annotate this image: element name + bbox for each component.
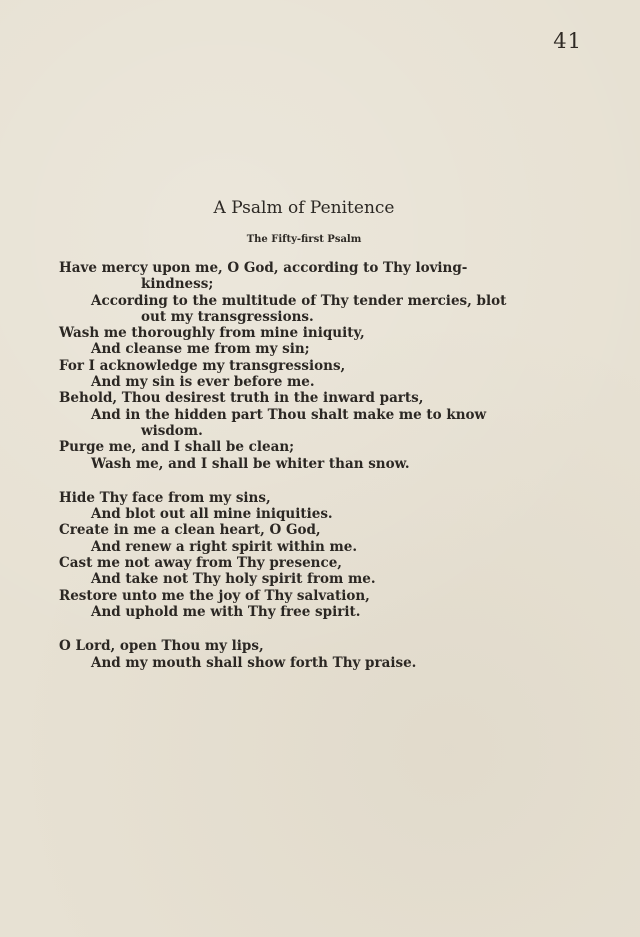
- poem-subtitle: The Fifty-first Psalm: [246, 234, 362, 245]
- poem-line: Restore unto me the joy of Thy salvation,: [59, 587, 370, 604]
- poem-line: And take not Thy holy spirit from me.: [91, 571, 376, 588]
- stanza: [59, 260, 539, 472]
- poem-line: Behold, Thou desirest truth in the inward parts,: [59, 390, 424, 407]
- poem-line: And blot out all mine iniquities.: [91, 506, 333, 523]
- poem-line: Cast me not away from Thy presence,: [59, 555, 342, 572]
- poem-line: And in the hidden part Thou shalt make me to know: [91, 406, 487, 423]
- poem-line: Purge me, and I shall be clean;: [59, 439, 295, 456]
- poem-line: Hide Thy face from my sins,: [59, 489, 271, 506]
- poem-body: [59, 260, 539, 671]
- poem-line: And cleanse me from my sin;: [91, 341, 310, 358]
- stanza-gap: [59, 472, 539, 490]
- poem-title: A Psalm of Penitence: [213, 198, 395, 218]
- stanza-gap: [59, 620, 539, 638]
- poem-line: Create in me a clean heart, O God,: [59, 522, 321, 539]
- poem-line: According to the multitude of Thy tender mercies, blot: [91, 292, 507, 309]
- poem-line: O Lord, open Thou my lips,: [59, 638, 264, 655]
- poem-line: Wash me, and I shall be whiter than snow.: [91, 455, 410, 472]
- poem-line: And my sin is ever before me.: [91, 374, 315, 391]
- stanza: [59, 490, 539, 620]
- poem-line: And renew a right spirit within me.: [91, 538, 358, 555]
- stanza: [59, 638, 539, 671]
- poem-line: For I acknowledge my transgressions,: [59, 357, 346, 374]
- poem-line: Wash me thoroughly from mine iniquity,: [59, 325, 365, 342]
- poem-line: And uphold me with Thy free spirit.: [91, 603, 361, 620]
- poem-line: out my transgressions.: [141, 308, 314, 325]
- poem-line: wisdom.: [141, 422, 203, 439]
- page-number: 41: [553, 29, 582, 53]
- poem-line: kindness;: [141, 276, 214, 293]
- poem-line: Have mercy upon me, O God, according to Thy loving-: [59, 260, 468, 276]
- poem-line: And my mouth shall show forth Thy praise.: [91, 654, 417, 671]
